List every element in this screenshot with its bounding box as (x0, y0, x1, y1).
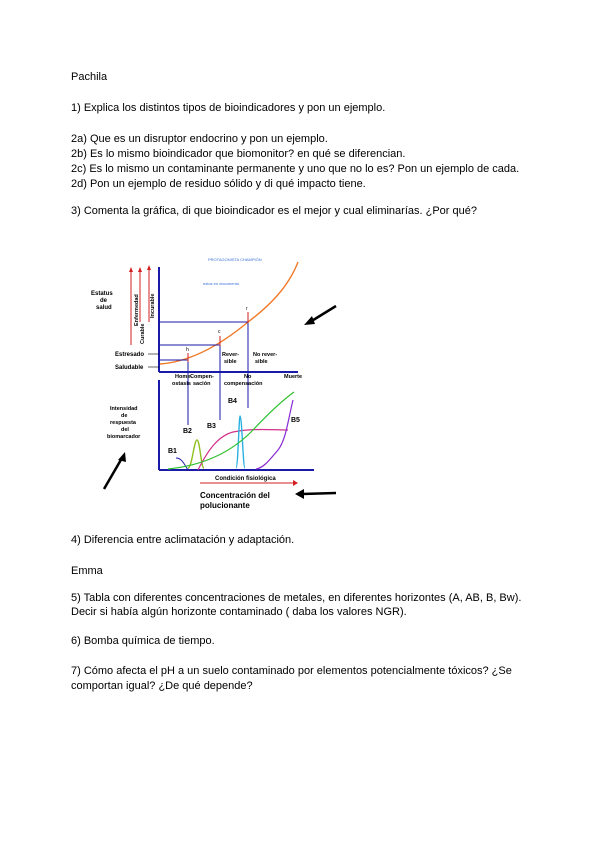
lower-ylabel-3: respuesta (110, 420, 136, 426)
lower-ylabel-4: del (121, 427, 129, 433)
question-2a: 2a) Que es un disruptor endocrino y pon un ejemplo. (71, 133, 328, 145)
biomarker-b2-label: B2 (183, 428, 192, 435)
biomarker-b4-label: B4 (228, 398, 237, 405)
figure-top-note-1: PROTAGONISTA CHAMPIÓN (208, 257, 262, 262)
point-h-label: h (186, 347, 189, 353)
xlabel-concentracion-2: polucionante (200, 501, 250, 510)
zone-no-reversible-1: No rever- (253, 352, 278, 358)
arrow-lower-left (104, 458, 122, 489)
question-7-line-2: comportan igual? ¿De qué depende? (71, 680, 253, 692)
axis-compensacion-2: sación (193, 381, 211, 387)
state-estresado: Estresado (115, 352, 145, 358)
question-2b: 2b) Es lo mismo bioindicador que biomonitor? en qué se diferencian. (71, 148, 406, 160)
state-saludable: Saludable (115, 365, 144, 371)
zone-no-reversible-2: sible (255, 359, 268, 365)
question-7-line-1: 7) Cómo afecta el pH a un suelo contaminado por elementos potencialmente tóxicos? ¿Se (71, 665, 512, 677)
lower-ylabel-2: de (121, 413, 128, 419)
question-5-line-1: 5) Tabla con diferentes concentraciones de metales, en diferentes horizontes (A, AB, B, Bw). (71, 592, 522, 604)
point-r-label: r (246, 306, 248, 312)
axis-compensacion-1: Compen- (190, 374, 214, 380)
state-enfermedad: Enfermedad (134, 294, 140, 326)
zone-reversible-2: sible (224, 359, 237, 365)
state-incurable: Incurable (150, 293, 156, 318)
state-curable: Curable (140, 323, 146, 344)
axis-homeostasis-1: Home- (175, 374, 193, 380)
section-author-pachila: Pachila (71, 71, 108, 83)
biomarker-figure (88, 250, 348, 518)
question-5-line-2: Decir si había algún horizonte contaminado ( daba los valores NGR). (71, 606, 407, 618)
upper-ylabel-1: Estatus (91, 291, 113, 297)
point-c-label: c (218, 329, 221, 335)
question-2d: 2d) Pon un ejemplo de residuo sólido y di qué impacto tiene. (71, 178, 366, 190)
axis-muerte: Muerte (284, 374, 303, 380)
zone-reversible-1: Rever- (222, 352, 240, 358)
biomarker-b1-label: B1 (168, 448, 177, 455)
lower-ylabel-1: Intensidad (110, 406, 138, 412)
health-status-curve (160, 262, 298, 364)
biomarker-b5-label: B5 (291, 417, 300, 424)
axis-no-compensacion-1: No (244, 374, 252, 380)
xlabel-condicion-fisiologica: Condición fisiológica (215, 476, 276, 482)
question-6: 6) Bomba química de tiempo. (71, 635, 215, 647)
upper-ylabel-3: salud (96, 305, 112, 311)
question-1: 1) Explica los distintos tipos de bioindicadores y pon un ejemplo. (71, 102, 386, 114)
biomarker-b3-label: B3 (207, 423, 216, 430)
question-2c: 2c) Es lo mismo un contaminante permanente y uno que no lo es? Pon un ejemplo de cada. (71, 163, 520, 175)
axis-no-compensacion-2: compensación (224, 381, 263, 387)
axis-homeostasis-2: ostasis (172, 381, 191, 387)
b5-curve (256, 400, 293, 469)
arrow-upper-right (310, 306, 336, 322)
question-4: 4) Diferencia entre aclimatación y adaptación. (71, 534, 295, 546)
xlabel-concentracion-1: Concentración del (200, 491, 270, 500)
figure-top-note-2: estos en documento (203, 281, 240, 286)
upper-ylabel-2: de (100, 298, 108, 304)
lower-ylabel-5: biomarcador (107, 434, 141, 440)
question-3: 3) Comenta la gráfica, di que bioindicador es el mejor y cual eliminarías. ¿Por qué? (71, 205, 477, 217)
section-author-emma: Emma (71, 565, 103, 577)
arrow-bottom (302, 493, 336, 494)
